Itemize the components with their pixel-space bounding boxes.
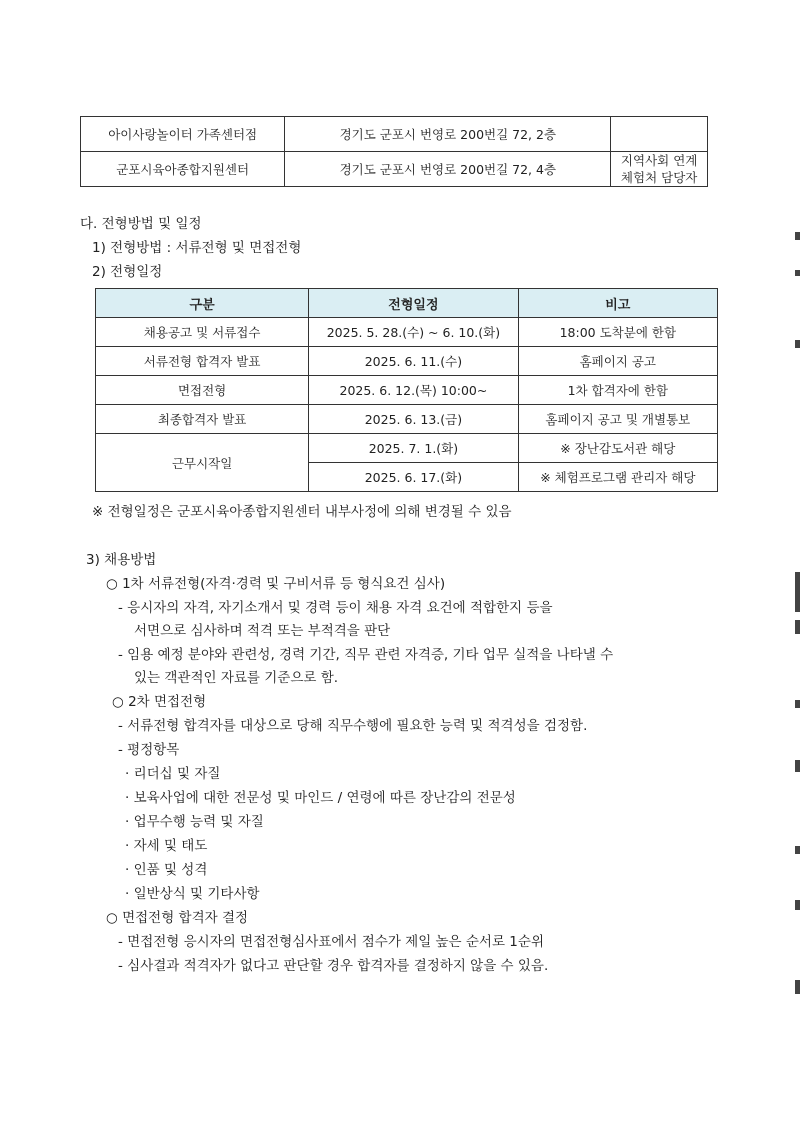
schedule-date: 2025. 6. 13.(금)	[309, 405, 518, 434]
schedule-date: 2025. 6. 12.(목) 10:00~	[309, 376, 518, 405]
edge-artifact	[795, 270, 800, 276]
schedule-category: 채용공고 및 서류접수	[96, 318, 309, 347]
location-name: 군포시육아종합지원센터	[81, 152, 285, 187]
edge-artifact	[795, 846, 800, 854]
schedule-table	[95, 288, 718, 492]
schedule-note: 홈페이지 공고 및 개별통보	[518, 405, 717, 434]
schedule-category: 근무시작일	[96, 434, 309, 492]
table-row	[96, 347, 718, 376]
table-row	[81, 117, 708, 152]
decision-bullet: - 심사결과 적격자가 없다고 판단할 경우 합격자를 결정하지 않을 수 있음.	[118, 958, 549, 974]
edge-artifact	[795, 900, 800, 910]
column-header: 전형일정	[309, 289, 518, 318]
edge-artifact	[795, 980, 800, 994]
location-table	[80, 116, 708, 187]
column-header: 비고	[518, 289, 717, 318]
schedule-note: 홈페이지 공고	[518, 347, 717, 376]
column-header: 구분	[96, 289, 309, 318]
schedule-footnote: ※ 전형일정은 군포시육아종합지원센터 내부사정에 의해 변경될 수 있음	[92, 504, 512, 520]
criteria-item: · 인품 및 성격	[125, 862, 208, 878]
method-title: 3) 채용방법	[86, 552, 157, 568]
schedule-note: ※ 장난감도서관 해당	[518, 434, 717, 463]
schedule-date: 2025. 7. 1.(화)	[309, 434, 518, 463]
schedule-note: 18:00 도착분에 한함	[518, 318, 717, 347]
schedule-date: 2025. 6. 11.(수)	[309, 347, 518, 376]
edge-artifact	[795, 760, 800, 772]
first-stage-bullet-cont: 있는 객관적인 자료를 기준으로 함.	[134, 670, 339, 686]
location-address: 경기도 군포시 번영로 200번길 72, 2층	[285, 117, 611, 152]
second-stage-bullet: - 평정항목	[118, 742, 180, 758]
decision-bullet: - 면접전형 응시자의 면접전형심사표에서 점수가 제일 높은 순서로 1순위	[118, 934, 544, 950]
section-title: 다. 전형방법 및 일정	[80, 216, 202, 232]
schedule-category: 최종합격자 발표	[96, 405, 309, 434]
schedule-category: 면접전형	[96, 376, 309, 405]
schedule-heading: 2) 전형일정	[92, 264, 163, 280]
criteria-item: · 업무수행 능력 및 자질	[125, 814, 264, 830]
edge-artifact	[795, 232, 800, 240]
table-row	[96, 318, 718, 347]
table-row	[96, 434, 718, 463]
criteria-item: · 일반상식 및 기타사항	[125, 886, 260, 902]
table-row	[96, 376, 718, 405]
schedule-note: ※ 체험프로그램 관리자 해당	[518, 463, 717, 492]
location-note	[611, 117, 708, 152]
decision-heading: ○ 면접전형 합격자 결정	[106, 910, 249, 926]
criteria-item: · 리더십 및 자질	[125, 766, 221, 782]
edge-artifact	[795, 572, 800, 612]
schedule-category: 서류전형 합격자 발표	[96, 347, 309, 376]
criteria-item: · 자세 및 태도	[125, 838, 208, 854]
first-stage-heading: ○ 1차 서류전형(자격·경력 및 구비서류 등 형식요건 심사)	[106, 576, 446, 592]
schedule-date: 2025. 6. 17.(화)	[309, 463, 518, 492]
schedule-note: 1차 합격자에 한함	[518, 376, 717, 405]
first-stage-bullet-cont: 서면으로 심사하며 적격 또는 부적격을 판단	[134, 623, 391, 639]
edge-artifact	[795, 340, 800, 348]
edge-artifact	[795, 700, 800, 708]
location-note: 지역사회 연계 체험처 담당자	[611, 152, 708, 187]
second-stage-heading: ○ 2차 면접전형	[112, 694, 207, 710]
first-stage-bullet: - 임용 예정 분야와 관련성, 경력 기간, 직무 관련 자격증, 기타 업무 실적을 나타낼 수	[118, 647, 614, 663]
table-row	[96, 405, 718, 434]
second-stage-bullet: - 서류전형 합격자를 대상으로 당해 직무수행에 필요한 능력 및 적격성을 검정함.	[118, 718, 588, 734]
location-address: 경기도 군포시 번영로 200번길 72, 4층	[285, 152, 611, 187]
table-row	[81, 152, 708, 187]
schedule-date: 2025. 5. 28.(수) ~ 6. 10.(화)	[309, 318, 518, 347]
criteria-item: · 보육사업에 대한 전문성 및 마인드 / 연령에 따른 장난감의 전문성	[125, 790, 516, 806]
first-stage-bullet: - 응시자의 자격, 자기소개서 및 경력 등이 채용 자격 요건에 적합한지 등을	[118, 600, 553, 616]
table-header-row	[96, 289, 718, 318]
location-name: 아이사랑놀이터 가족센터점	[81, 117, 285, 152]
edge-artifact	[795, 620, 800, 634]
selection-method: 1) 전형방법 : 서류전형 및 면접전형	[92, 240, 302, 256]
